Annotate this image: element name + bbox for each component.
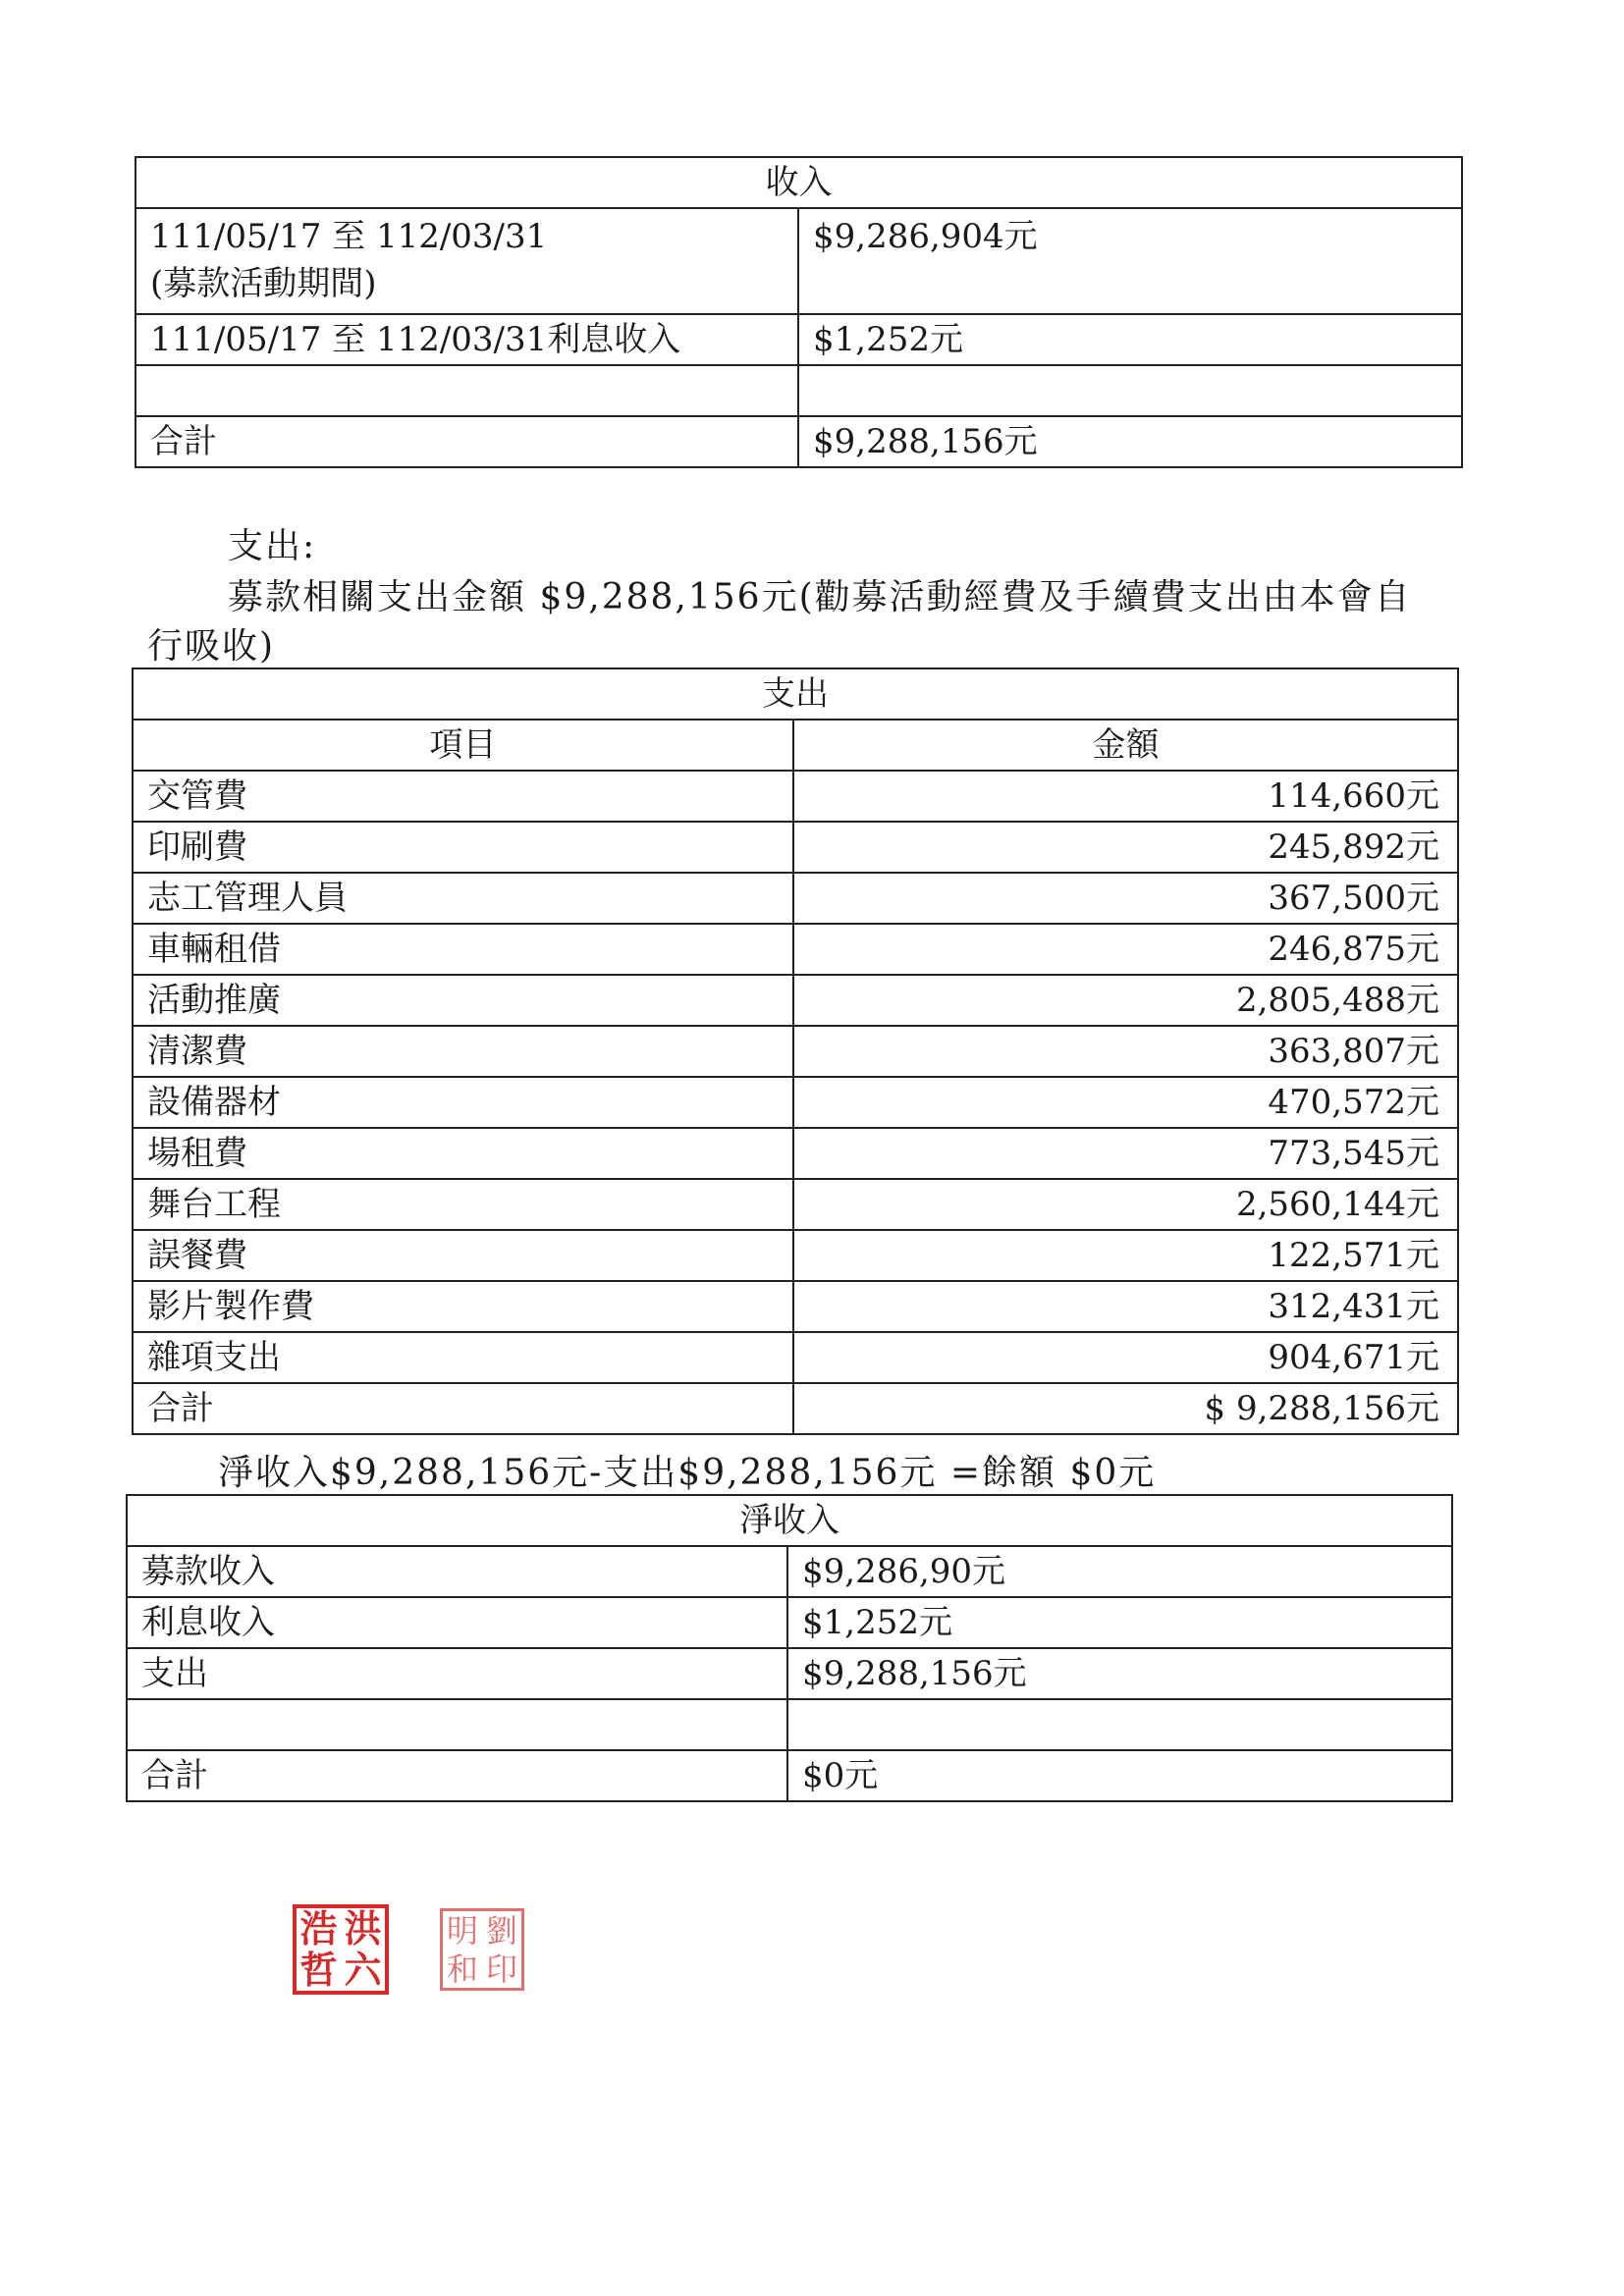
table-row bbox=[133, 1077, 1458, 1128]
table-row bbox=[133, 1026, 1458, 1077]
expense-amount: 114,660元 bbox=[793, 771, 1458, 822]
expense-header: 支出 bbox=[133, 668, 1458, 720]
expense-item: 清潔費 bbox=[133, 1026, 793, 1077]
table-row bbox=[135, 365, 1462, 416]
expense-column-header-row bbox=[133, 720, 1458, 771]
net-income-table bbox=[126, 1494, 1453, 1802]
seal-1-char: 哲 bbox=[299, 1948, 338, 1992]
seal-1-char: 洪 bbox=[344, 1906, 382, 1950]
net-amount: $9,286,90元 bbox=[787, 1546, 1452, 1597]
expense-amount: 246,875元 bbox=[793, 924, 1458, 975]
net-amount bbox=[787, 1699, 1452, 1750]
table-row bbox=[133, 924, 1458, 975]
net-header-row bbox=[127, 1495, 1452, 1546]
expense-item: 志工管理人員 bbox=[133, 873, 793, 924]
seal-1-char: 浩 bbox=[299, 1906, 338, 1950]
expense-amount: 470,572元 bbox=[793, 1077, 1458, 1128]
expense-item: 影片製作費 bbox=[133, 1281, 793, 1332]
seal-2-char: 印 bbox=[485, 1949, 517, 1988]
net-income-formula: 淨收入$9,288,156元-支出$9,288,156元 =餘額 $0元 bbox=[218, 1453, 1157, 1493]
expense-table bbox=[132, 667, 1459, 1435]
expense-column-item: 項目 bbox=[133, 720, 793, 771]
expense-item: 舞台工程 bbox=[133, 1179, 793, 1230]
income-empty-amount bbox=[798, 365, 1462, 416]
expense-amount: 367,500元 bbox=[793, 873, 1458, 924]
income-period-line1: 111/05/17 至 112/03/31 bbox=[150, 217, 548, 256]
expense-item: 活動推廣 bbox=[133, 975, 793, 1026]
table-row bbox=[135, 208, 1462, 314]
seal-2-char: 明 bbox=[446, 1911, 478, 1949]
expense-item: 設備器材 bbox=[133, 1077, 793, 1128]
table-row bbox=[135, 416, 1462, 467]
income-interest-item: 111/05/17 至 112/03/31利息收入 bbox=[135, 314, 798, 365]
table-row bbox=[127, 1699, 1452, 1750]
expense-item: 交管費 bbox=[133, 771, 793, 822]
net-item: 募款收入 bbox=[127, 1546, 787, 1597]
expense-amount: 363,807元 bbox=[793, 1026, 1458, 1077]
table-row bbox=[133, 975, 1458, 1026]
net-total-label: 合計 bbox=[127, 1750, 787, 1801]
expense-amount: 2,805,488元 bbox=[793, 975, 1458, 1026]
table-row bbox=[133, 873, 1458, 924]
table-row bbox=[133, 1230, 1458, 1281]
net-item: 支出 bbox=[127, 1648, 787, 1699]
expense-amount: 122,571元 bbox=[793, 1230, 1458, 1281]
table-row bbox=[133, 771, 1458, 822]
expense-column-amount: 金額 bbox=[793, 720, 1458, 771]
expense-amount: 245,892元 bbox=[793, 822, 1458, 873]
expense-item: 印刷費 bbox=[133, 822, 793, 873]
income-empty-item bbox=[135, 365, 798, 416]
net-amount: $1,252元 bbox=[787, 1597, 1452, 1648]
expense-item: 誤餐費 bbox=[133, 1230, 793, 1281]
expense-total-label: 合計 bbox=[133, 1383, 793, 1434]
income-header-row bbox=[135, 157, 1462, 208]
expense-header-row bbox=[133, 668, 1458, 720]
seal-stamp-1 bbox=[293, 1904, 389, 1995]
table-row bbox=[127, 1546, 1452, 1597]
expense-amount: 312,431元 bbox=[793, 1281, 1458, 1332]
income-period-cell bbox=[135, 208, 798, 314]
table-row bbox=[127, 1750, 1452, 1801]
income-total-amount: $9,288,156元 bbox=[798, 416, 1462, 467]
table-row bbox=[127, 1597, 1452, 1648]
table-row bbox=[135, 314, 1462, 365]
income-header: 收入 bbox=[135, 157, 1462, 208]
table-row bbox=[133, 822, 1458, 873]
expense-item: 雜項支出 bbox=[133, 1332, 793, 1383]
income-period-line2: (募款活動期間) bbox=[150, 264, 377, 303]
expense-description-line1: 募款相關支出金額 $9,288,156元(勸募活動經費及手續費支出由本會自 bbox=[228, 577, 1412, 617]
net-item: 利息收入 bbox=[127, 1597, 787, 1648]
expense-amount: 2,560,144元 bbox=[793, 1179, 1458, 1230]
seal-stamp-2 bbox=[440, 1908, 524, 1991]
expense-heading: 支出: bbox=[228, 526, 317, 566]
table-row bbox=[127, 1648, 1452, 1699]
table-row bbox=[133, 1383, 1458, 1434]
expense-item: 車輛租借 bbox=[133, 924, 793, 975]
expense-total-amount: $ 9,288,156元 bbox=[793, 1383, 1458, 1434]
income-interest-amount: $1,252元 bbox=[798, 314, 1462, 365]
expense-item: 場租費 bbox=[133, 1128, 793, 1179]
table-row bbox=[133, 1128, 1458, 1179]
income-table bbox=[135, 156, 1463, 468]
net-total-amount: $0元 bbox=[787, 1750, 1452, 1801]
expense-amount: 773,545元 bbox=[793, 1128, 1458, 1179]
expense-description-line2: 行吸收) bbox=[147, 626, 276, 667]
table-row bbox=[133, 1332, 1458, 1383]
income-period-amount-text: $9,286,904元 bbox=[813, 217, 1038, 256]
expense-amount: 904,671元 bbox=[793, 1332, 1458, 1383]
seal-2-char: 和 bbox=[446, 1949, 478, 1988]
table-row bbox=[133, 1179, 1458, 1230]
income-total-label: 合計 bbox=[135, 416, 798, 467]
income-period-amount bbox=[798, 208, 1462, 314]
seal-1-char: 六 bbox=[344, 1948, 382, 1992]
seal-2-char: 劉 bbox=[485, 1911, 517, 1949]
net-amount: $9,288,156元 bbox=[787, 1648, 1452, 1699]
table-row bbox=[133, 1281, 1458, 1332]
net-header: 淨收入 bbox=[127, 1495, 1452, 1546]
net-item bbox=[127, 1699, 787, 1750]
